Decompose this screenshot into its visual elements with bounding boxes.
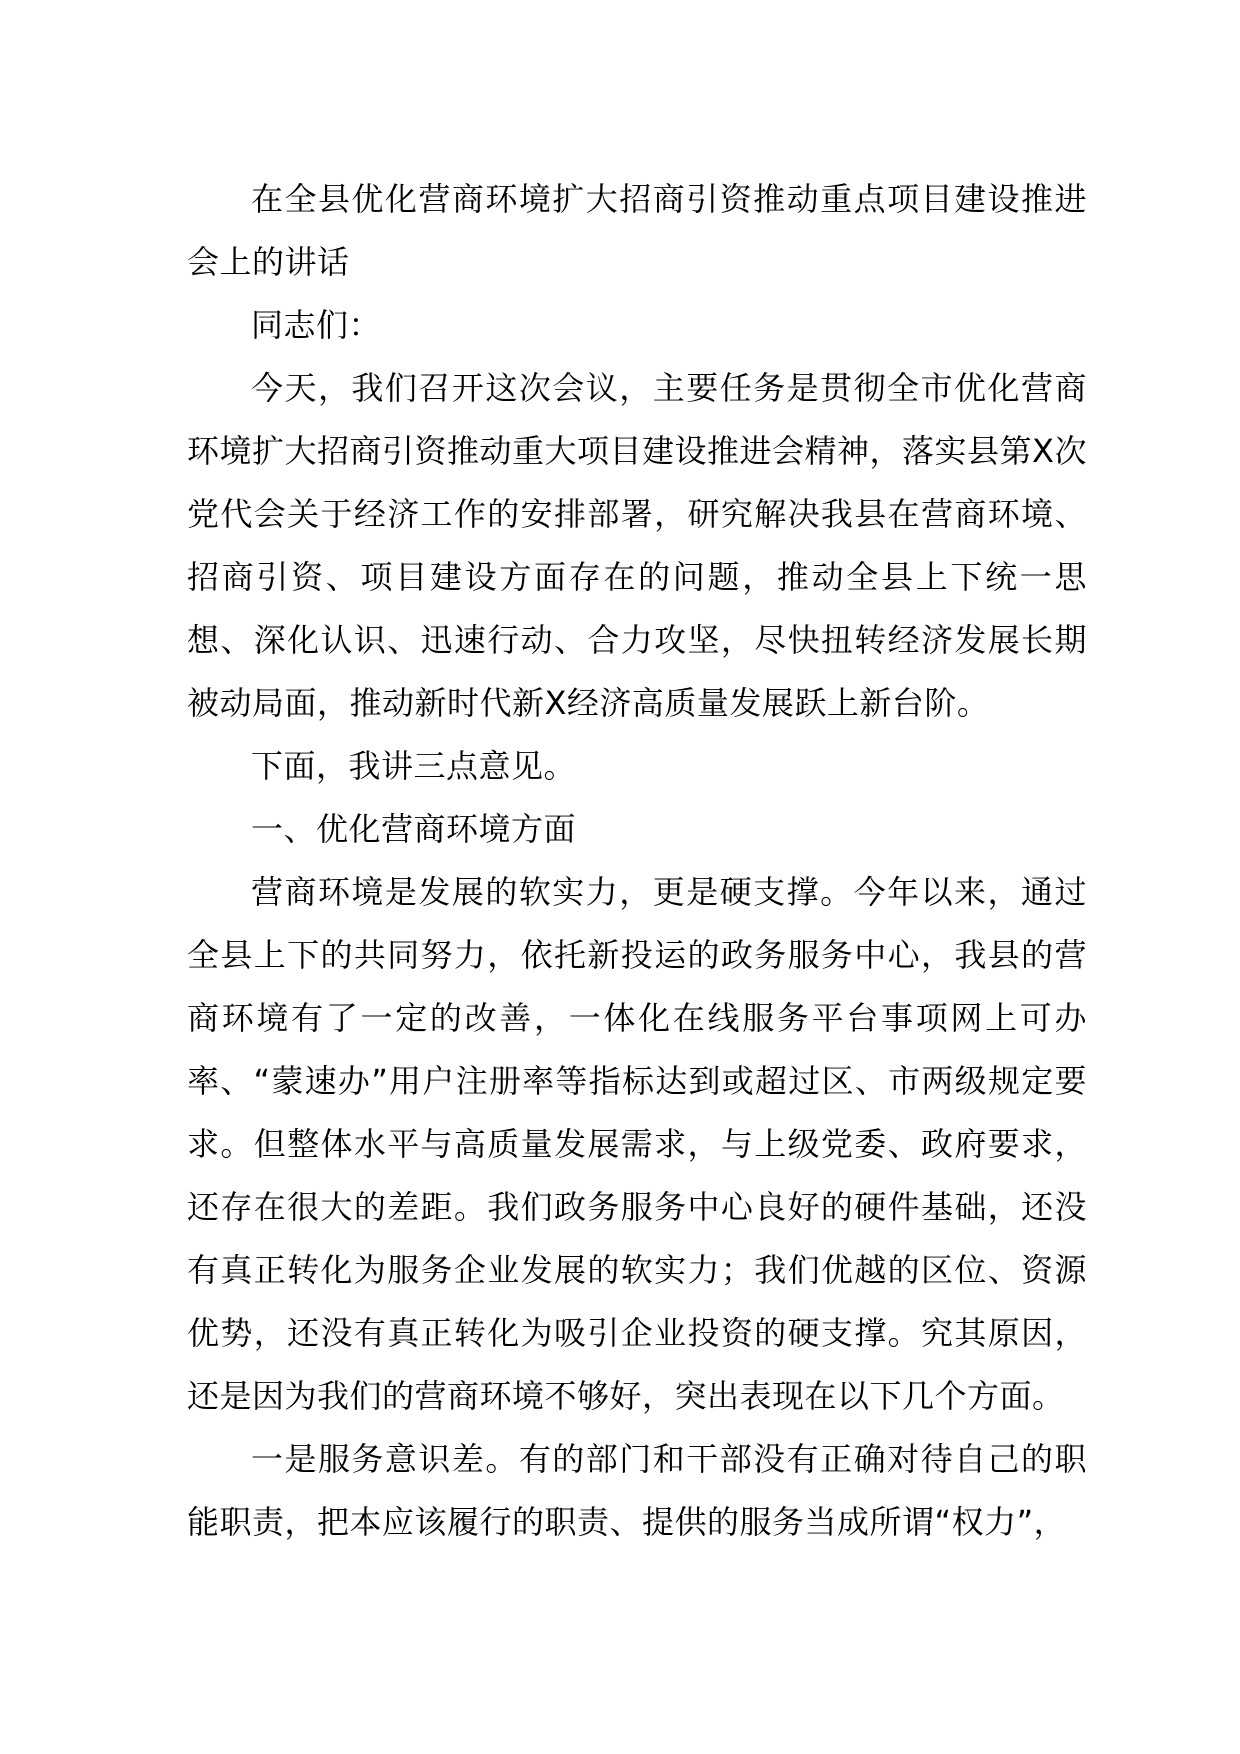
paragraph-service-awareness: 一是服务意识差。有的部门和干部没有正确对待自己的职能职责，把本应该履行的职责、提供的服务当成所谓“权力”， [187,1440,1087,1541]
section-heading-1: 一、优化营商环境方面 [251,810,577,848]
speech-body [187,168,1087,1554]
paragraph-business-environment: 营商环境是发展的软实力，更是硬支撑。今年以来，通过全县上下的共同努力，依托新投运的政务服务中心，我县的营商环境有了一定的改善，一体化在线服务平台事项网上可办率、“蒙速办”用户注册率等指标达到或超过区、市两级规定要求。但整体水平与高质量发展需求，与上级党委、政府要求，还存在很大的差距。我们政务服务中心良好的硬件基础，还没有真正转化为服务企业发展的软实力；我们优越的区位、资源优势，还没有真正转化为吸引企业投资的硬支撑。究其原因，还是因为我们的营商环境不够好，突出表现在以下几个方面。 [187,873,1087,1415]
speech-title: 在全县优化营商环境扩大招商引资推动重点项目建设推进会上的讲话 [187,180,1087,281]
salutation: 同志们： [251,306,382,344]
paragraph-opening: 今天，我们召开这次会议，主要任务是贯彻全市优化营商环境扩大招商引资推动重大项目建设推进会精神，落实县第X次党代会关于经济工作的安排部署，研究解决我县在营商环境、招商引资、项目建设方面存在的问题，推动全县上下统一思想、深化认识、迅速行动、合力攻坚，尽快扭转经济发展长期被动局面，推动新时代新X经济高质量发展跃上新台阶。 [187,369,1087,722]
paragraph-intro: 下面，我讲三点意见。 [251,747,577,785]
